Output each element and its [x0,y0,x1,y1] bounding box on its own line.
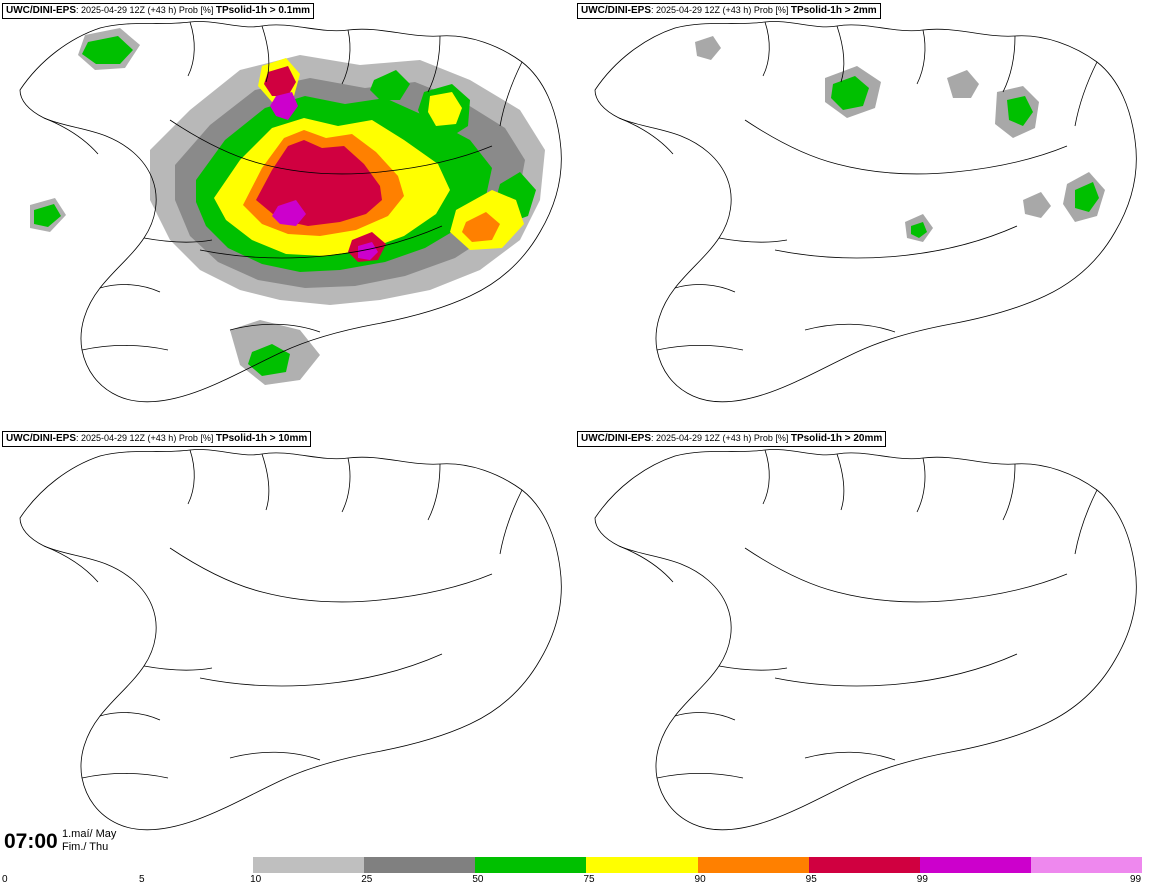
panel-title-1 [577,3,881,19]
iceland-map-0 [0,0,575,428]
colorbar-tick: 90 [694,874,706,885]
valid-date-line2: Fim./ Thu [62,841,109,853]
colorbar [142,857,1142,873]
panel-run-1: : 2025-04-29 12Z (+43 h) Prob [%] [651,5,791,15]
iceland-map-2 [0,428,575,855]
map-graphic-2 [0,428,575,855]
colorbar-tick: 99 [916,874,928,885]
panel-model-3: UWC/DINI-EPS [581,433,651,444]
colorbar-segment [142,857,253,873]
map-graphic-3 [575,428,1150,855]
colorbar-ticks [0,874,1150,888]
valid-time: 07:00 [4,830,58,853]
panel-run-2: : 2025-04-29 12Z (+43 h) Prob [%] [76,433,216,443]
colorbar-segment [475,857,586,873]
panel-run-3: : 2025-04-29 12Z (+43 h) Prob [%] [651,433,791,443]
iceland-coastline-3 [595,449,1136,829]
map-graphic-0 [0,0,575,428]
iceland-map-1 [575,0,1150,428]
colorbar-tick: 99 [1130,874,1142,885]
colorbar-segment [253,857,364,873]
panel-title-3 [577,431,886,447]
footer [0,828,1150,891]
colorbar-tick: 95 [805,874,817,885]
colorbar-tick: 0 [2,874,8,885]
colorbar-tick: 50 [472,874,484,885]
colorbar-tick: 75 [583,874,595,885]
colorbar-segment [586,857,697,873]
map-panel-0[interactable] [0,0,575,428]
iceland-map-3 [575,428,1150,855]
map-graphic-1 [575,0,1150,428]
colorbar-segment [1031,857,1142,873]
panel-variable-0: TPsolid-1h > 0.1mm [215,5,311,16]
colorbar-tick: 5 [139,874,145,885]
map-panel-2[interactable] [0,428,575,855]
probability-shading-0 [30,28,545,385]
panel-run-0: : 2025-04-29 12Z (+43 h) Prob [%] [76,5,216,15]
panel-variable-2: TPsolid-1h > 10mm [215,433,308,444]
colorbar-segment [809,857,920,873]
iceland-coastline-2 [20,449,561,829]
colorbar-segment [920,857,1031,873]
colorbar-tick: 10 [250,874,262,885]
valid-time-box [0,830,138,870]
panel-variable-1: TPsolid-1h > 2mm [790,5,877,16]
panel-model-2: UWC/DINI-EPS [6,433,76,444]
colorbar-segment [364,857,475,873]
panel-model-0: UWC/DINI-EPS [6,5,76,16]
panel-variable-3: TPsolid-1h > 20mm [790,433,883,444]
probability-shading-1 [695,36,1105,242]
map-panel-3[interactable] [575,428,1150,855]
valid-date [62,828,116,854]
valid-date-line1: 1.maí/ May [62,828,117,840]
panel-title-2 [2,431,311,447]
colorbar-tick: 25 [361,874,373,885]
colorbar-segment [698,857,809,873]
panel-title-0 [2,3,314,19]
map-panel-1[interactable] [575,0,1150,428]
panel-model-1: UWC/DINI-EPS [581,5,651,16]
